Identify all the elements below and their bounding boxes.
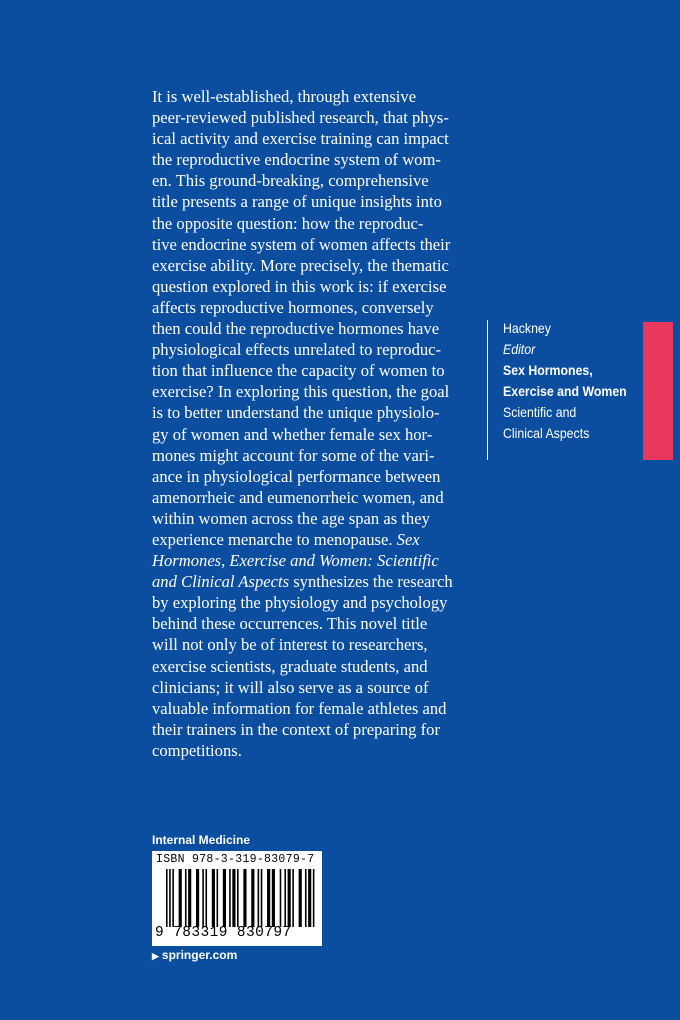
- barcode-bar: [280, 869, 282, 927]
- barcode-bar: [261, 869, 263, 927]
- blurb-text-plain: synthesizes the research: [289, 572, 453, 592]
- blurb-line: clinicians; it will also serve as a source of: [152, 677, 429, 697]
- book-subtitle-line-1: Scientific and: [503, 404, 577, 420]
- blurb-line: en. This ground-breaking, comprehensive: [152, 171, 429, 191]
- subject-category: Internal Medicine: [152, 833, 251, 847]
- editor-role: Editor: [503, 341, 536, 357]
- blurb-lines-after: [152, 592, 482, 761]
- blurb-text-plain: experience menarche to menopause.: [152, 529, 397, 549]
- ean-digits: 9 783319 830797: [155, 925, 292, 941]
- barcode-bar: [288, 869, 291, 927]
- blurb-line: mones might account for some of the vari-: [152, 445, 435, 465]
- publisher-link[interactable]: [152, 948, 237, 962]
- isbn-barcode: [152, 851, 322, 946]
- blurb-line: is to better understand the unique physiolo-: [152, 403, 440, 423]
- barcode-bar: [251, 869, 254, 927]
- blurb-text-italic: Sex: [396, 529, 420, 549]
- blurb-line: tion that influence the capacity of women to: [152, 361, 445, 381]
- barcode-bar: [212, 869, 215, 927]
- blurb-line: title presents a range of unique insights into: [152, 192, 442, 212]
- barcode-bar: [179, 869, 182, 927]
- barcode-bar: [196, 869, 199, 927]
- book-title-line-2: Exercise and Women: [503, 383, 627, 399]
- blurb-line: exercise? In exploring this question, the goal: [152, 382, 450, 402]
- barcode-bar: [292, 869, 294, 927]
- barcode-bar: [172, 869, 174, 927]
- arrow-right-icon: ▶: [152, 951, 159, 961]
- blurb-italic-line-2: [152, 550, 482, 571]
- blurb-line: ical activity and exercise training can impact: [152, 129, 449, 149]
- blurb-line: ance in physiological performance between: [152, 466, 441, 486]
- barcode-bar: [272, 869, 275, 927]
- book-title-line-1: Sex Hormones,: [503, 362, 593, 378]
- barcode-bar: [223, 869, 226, 927]
- blurb-line: affects reproductive hormones, conversely: [152, 297, 434, 317]
- barcode-bar: [284, 869, 286, 927]
- barcode-bar: [258, 869, 260, 927]
- blurb-line: peer-reviewed published research, that phys-: [152, 108, 449, 128]
- back-cover-blurb: [152, 86, 482, 761]
- barcode-bar: [308, 869, 311, 927]
- blurb-line: the opposite question: how the reproduc-: [152, 213, 424, 233]
- blurb-line: tive endocrine system of women affects their: [152, 234, 451, 254]
- barcode-bar: [243, 869, 246, 927]
- blurb-line: exercise scientists, graduate students, and: [152, 656, 428, 676]
- blurb-line: It is well-established, through extensive: [152, 87, 417, 106]
- blurb-line: gy of women and whether female sex hor-: [152, 424, 433, 444]
- blurb-line: will not only be of interest to researchers,: [152, 635, 428, 655]
- blurb-line: amenorrheic and eumenorrheic women, and: [152, 487, 444, 507]
- editor-name: Hackney: [503, 320, 551, 336]
- barcode-bar: [217, 869, 219, 927]
- blurb-line: by exploring the physiology and psychology: [152, 593, 448, 613]
- publisher-url: springer.com: [161, 948, 238, 962]
- barcode-bar: [229, 869, 231, 927]
- blurb-line: exercise ability. More precisely, the thematic: [152, 255, 449, 275]
- blurb-line: valuable information for female athletes and: [152, 698, 447, 718]
- book-info-sidebox: [503, 318, 626, 444]
- barcode-bar: [313, 869, 315, 927]
- blurb-line: behind these occurrences. This novel title: [152, 614, 428, 634]
- blurb-line: the reproductive endocrine system of wom-: [152, 150, 441, 170]
- blurb-mixed-line-3: [152, 571, 482, 592]
- barcode-bar: [232, 869, 235, 927]
- blurb-line: physiological effects unrelated to reproduc-: [152, 340, 442, 360]
- barcode-bar: [166, 869, 168, 927]
- blurb-text-italic: Hormones, Exercise and Women: Scientific: [152, 551, 439, 571]
- barcode-bar: [237, 869, 239, 927]
- barcode-bar: [299, 869, 302, 927]
- blurb-text-italic: and Clinical Aspects: [152, 572, 290, 592]
- blurb-line: question explored in this work is: if exercise: [152, 276, 447, 296]
- barcode-bar: [205, 869, 207, 927]
- blurb-line: within women across the age span as they: [152, 508, 430, 528]
- blurb-mixed-line-1: [152, 529, 482, 550]
- isbn-label: ISBN 978-3-319-83079-7: [156, 853, 315, 866]
- blurb-line: their trainers in the context of preparing for: [152, 719, 440, 739]
- blurb-line: competitions.: [152, 740, 242, 760]
- barcode-bar: [202, 869, 204, 927]
- book-subtitle-line-2: Clinical Aspects: [503, 425, 590, 441]
- barcode-bar: [169, 869, 171, 927]
- barcode-bar: [305, 869, 307, 927]
- vertical-divider: [487, 320, 488, 460]
- barcode-bar: [267, 869, 270, 927]
- blurb-line: then could the reproductive hormones have: [152, 319, 440, 339]
- blurb-lines-before: [152, 86, 482, 529]
- barcode-bars: [166, 869, 316, 927]
- barcode-bar: [185, 869, 187, 927]
- accent-color-bar: [643, 322, 673, 460]
- barcode-bar: [188, 869, 191, 927]
